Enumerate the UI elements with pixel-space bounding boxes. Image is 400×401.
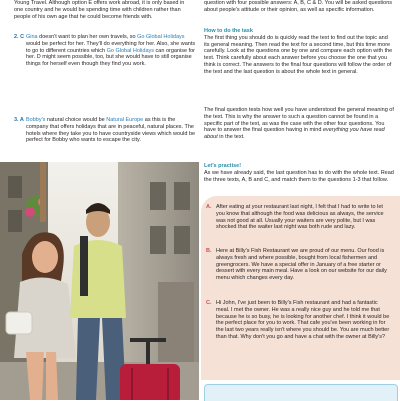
text-run: The final question tests how well you have understood the general meaning of the text. This is why the answer to such a question cannot be found in a specific part of the text, as was the case with the other four questions. You have to answer the final question having in mind bbox=[204, 107, 394, 134]
final-question-text bbox=[204, 107, 394, 141]
answer-item-2-number: 2. C bbox=[14, 34, 25, 40]
how-to-section bbox=[204, 27, 394, 76]
text-c-key: C. bbox=[206, 300, 212, 306]
how-to-text: The first thing you should do is quickly read the text to find out the topic and its general meaning. Then read the text for a second time, but this time more carefully. Look at the questions one by one and compare each option with the text. Think carefully about each answer before you choose the one that you think is correct. The answers to the final four questions will follow the order of the text and the last question is about the whole text in general. bbox=[204, 34, 393, 75]
text-run: doesn't want to plan her own travels, so bbox=[37, 34, 138, 40]
text-run: can organise for her. D might seem possible, too, but she would have to still organise things for herself even though they find you work. bbox=[26, 47, 195, 68]
answer-item-3 bbox=[14, 117, 196, 144]
col2-top-text bbox=[204, 0, 394, 14]
text-c bbox=[206, 300, 392, 341]
answer-item-2 bbox=[14, 34, 196, 68]
answer-item-3-number: 3. A bbox=[14, 116, 24, 123]
text-run: natural choice would be bbox=[45, 116, 107, 123]
final-question-section bbox=[204, 107, 394, 141]
practise-text: As we have already said, the last question has to do with the whole text. Read the three texts, A, B and C, and match them to the questions 1-3 that follow. bbox=[204, 169, 394, 183]
practise-heading: Let's practise! bbox=[204, 163, 242, 169]
text-b-key: B. bbox=[206, 248, 212, 254]
text-a-body: After eating at your restaurant last night, I felt that I had to write to let you know that although the food was delicious as always, the service was not good at all. Usually your waiters are very polite, but I was shocked that the waiter last night was both rude and lazy. bbox=[216, 204, 384, 231]
highlighted-name: Go Global Holidays bbox=[137, 34, 185, 40]
text-run: as this is the company that offers holidays that are in peaceful, natural places. The hotels where they take you to have countryside views which would be perfect for Bobby who wants to escape the city. bbox=[26, 116, 196, 144]
text-a-key: A. bbox=[206, 204, 212, 210]
highlighted-name: Go Global Holidays bbox=[106, 47, 155, 54]
highlighted-name: Gina bbox=[26, 34, 38, 40]
highlighted-name: Natural Europe bbox=[106, 116, 144, 123]
practise-section bbox=[204, 162, 394, 183]
answer-item-3-text bbox=[26, 117, 196, 144]
text-run: would be perfect for her. They'll do everything for her. Also, she wants to go to different countries which bbox=[26, 40, 196, 54]
answer-item-2-text bbox=[26, 34, 196, 68]
how-to-heading: How to do the task bbox=[204, 28, 253, 34]
text-b-body: Here at Billy's Fish Restaurant we are proud of our menu. Our food is always fresh and where possible, bought from local fishermen and greengrocers. We have a special offer in January of a free starter or dessert with every main meal. Have a look on our website for our daily menu which changes every day. bbox=[216, 248, 387, 282]
text-c-body: Hi John, I've just been to Billy's Fish restaurant and had a fantastic meal. I met the owner. He was a really nice guy and he told me that because he is so busy, he is looking for another chef. I think it would be the perfect place for you to work. That cafe you've been working in for the last two years really isn't where you should be. You are much better than that. Why don't you go and have a chat with the owner at Billy's? bbox=[216, 300, 390, 340]
text-a bbox=[206, 204, 392, 231]
photo-illustration bbox=[0, 162, 199, 400]
col1-intro: Young Travel. Although option E offers work abroad, it is only based in one country and he would be spending time with children rather than people of his own age that he could become friends with. bbox=[14, 0, 185, 20]
answer-bar bbox=[204, 384, 398, 401]
col2-intro: question with four possible answers: A, B, C & D. You will be asked questions about people's attitude or their opinion, as well as specific information. bbox=[204, 0, 393, 13]
emphasis-text: everything you have read about bbox=[204, 127, 385, 141]
col1-top-text bbox=[14, 0, 194, 20]
text-b bbox=[206, 248, 392, 282]
highlighted-name: Bobby's bbox=[26, 116, 46, 123]
couple-travel-photo bbox=[0, 162, 199, 400]
text-run: in the text. bbox=[217, 134, 245, 141]
